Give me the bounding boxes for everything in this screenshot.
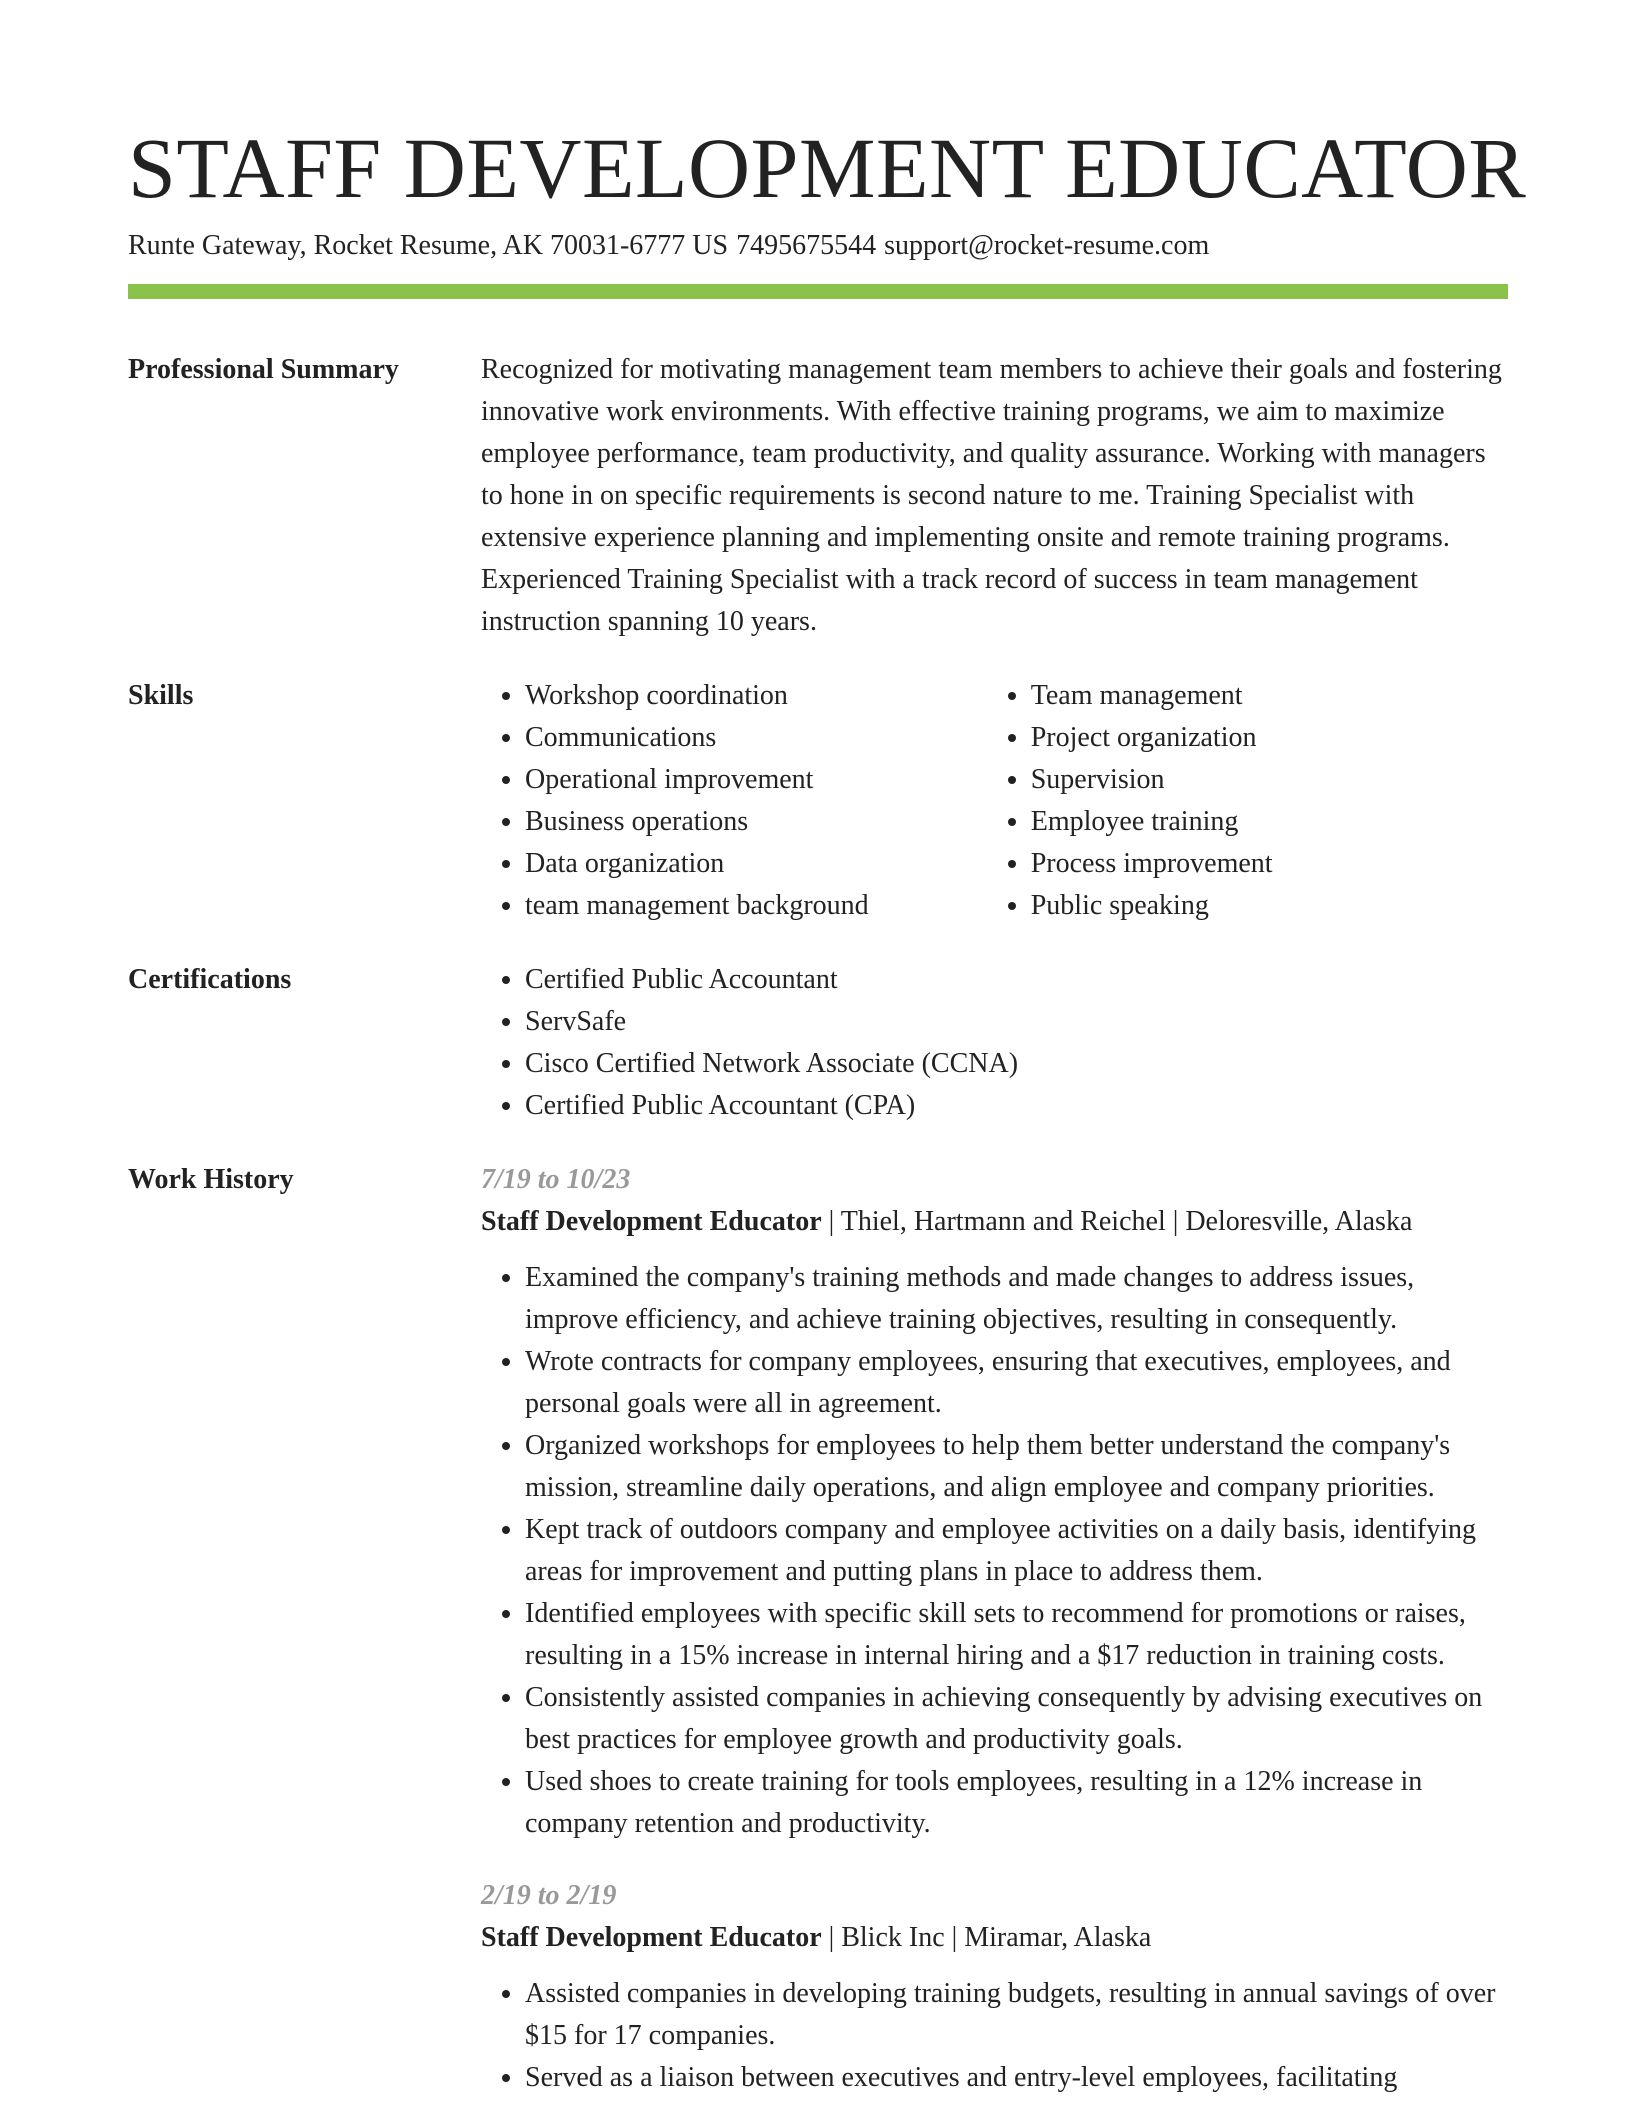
summary-text: Recognized for motivating management team members to achieve their goals and fostering innovative work environments. With effective training programs, we aim to maximize employee performance, team productivity, and quality assurance. Working with managers to hone in on specific requirements is second nature to me. Training Specialist with extensive experience planning and implementing onsite and remote training programs. Experienced Training Specialist with a track record of success in team management instruction spanning 10 years. xyxy=(481,354,1502,637)
job-bullet: • Examined the company's training methods and made changes to address issues, improve efficiency, and achieve training objectives, resulting in consequently. xyxy=(525,1257,1508,1341)
certification-item: • Cisco Certified Network Associate (CCNA) xyxy=(525,1043,1508,1085)
certification-item: • Certified Public Accountant (CPA) xyxy=(525,1085,1508,1127)
job-bullet: • Organized workshops for employees to help them better understand the company's mission, streamline daily operations, and align employee and company priorities. xyxy=(525,1425,1508,1509)
work-history-body xyxy=(481,1159,1508,2099)
job-bullet: • Wrote contracts for company employees, ensuring that executives, employees, and personal goals were all in agreement. xyxy=(525,1341,1508,1425)
job-dates: 2/19 to 2/19 xyxy=(481,1880,617,1911)
contact-address: Runte Gateway, Rocket Resume, AK 70031-6777 US xyxy=(128,230,729,261)
skill-item: • Operational improvement xyxy=(525,759,987,801)
skills-list-right xyxy=(987,675,1508,927)
job-dates: 7/19 to 10/23 xyxy=(481,1164,631,1195)
job-bullet: • Assisted companies in developing training budgets, resulting in annual savings of over $15 for 17 companies. xyxy=(525,1973,1508,2057)
skills-grid xyxy=(481,675,1508,927)
certifications-body xyxy=(481,959,1508,1127)
skill-item: • Public speaking xyxy=(1031,885,1508,927)
skill-item: • Process improvement xyxy=(1031,843,1508,885)
job-employer-location: | Blick Inc | Miramar, Alaska xyxy=(821,1922,1152,1953)
summary-section xyxy=(128,349,1508,643)
skill-item: • Project organization xyxy=(1031,717,1508,759)
contact-line xyxy=(128,228,1508,264)
certifications-heading: Certifications xyxy=(128,964,292,995)
job-bullet: • Served as a liaison between executives and entry-level employees, facilitating xyxy=(525,2057,1508,2099)
skill-item: • Team management xyxy=(1031,675,1508,717)
certifications-section xyxy=(128,959,1508,1127)
skill-item: • Communications xyxy=(525,717,987,759)
job-bullet: • Used shoes to create training for tools employees, resulting in a 12% increase in company retention and productivity. xyxy=(525,1761,1508,1845)
header-divider xyxy=(128,284,1508,299)
job-bullet: • Identified employees with specific skill sets to recommend for promotions or raises, resulting in a 15% increase in internal hiring and a $17 reduction in training costs. xyxy=(525,1593,1508,1677)
skill-item: • Supervision xyxy=(1031,759,1508,801)
resume-name: STAFF DEVELOPMENT EDUCATOR xyxy=(128,120,1527,216)
certification-item: • Certified Public Accountant xyxy=(525,959,1508,1001)
skills-heading: Skills xyxy=(128,680,194,711)
certifications-list xyxy=(481,959,1508,1127)
skills-section xyxy=(128,675,1508,927)
job-title: Staff Development Educator xyxy=(481,1206,822,1237)
job-entry xyxy=(481,1159,1508,1845)
certification-item: • ServSafe xyxy=(525,1001,1508,1043)
job-title: Staff Development Educator xyxy=(481,1922,822,1953)
skill-item: • Employee training xyxy=(1031,801,1508,843)
work-history-section xyxy=(128,1159,1508,2099)
skill-item: • team management background xyxy=(525,885,987,927)
job-bullet: • Consistently assisted companies in achieving consequently by advising executives on best practices for employee growth and productivity goals. xyxy=(525,1677,1508,1761)
skill-item: • Data organization xyxy=(525,843,987,885)
job-employer-location: | Thiel, Hartmann and Reichel | Deloresville, Alaska xyxy=(821,1206,1413,1237)
contact-email: support@rocket-resume.com xyxy=(884,230,1210,261)
job-bullets xyxy=(481,1973,1508,2099)
job-heading xyxy=(481,1201,1508,1243)
contact-phone: 7495675544 xyxy=(736,230,877,261)
job-heading xyxy=(481,1917,1508,1959)
job-entry xyxy=(481,1875,1508,2099)
skill-item: • Workshop coordination xyxy=(525,675,987,717)
job-bullet: • Kept track of outdoors company and employee activities on a daily basis, identifying areas for improvement and putting plans in place to address them. xyxy=(525,1509,1508,1593)
work-history-heading: Work History xyxy=(128,1164,294,1195)
skills-list-left xyxy=(481,675,987,927)
job-bullets xyxy=(481,1257,1508,1845)
skill-item: • Business operations xyxy=(525,801,987,843)
summary-heading: Professional Summary xyxy=(128,354,399,385)
